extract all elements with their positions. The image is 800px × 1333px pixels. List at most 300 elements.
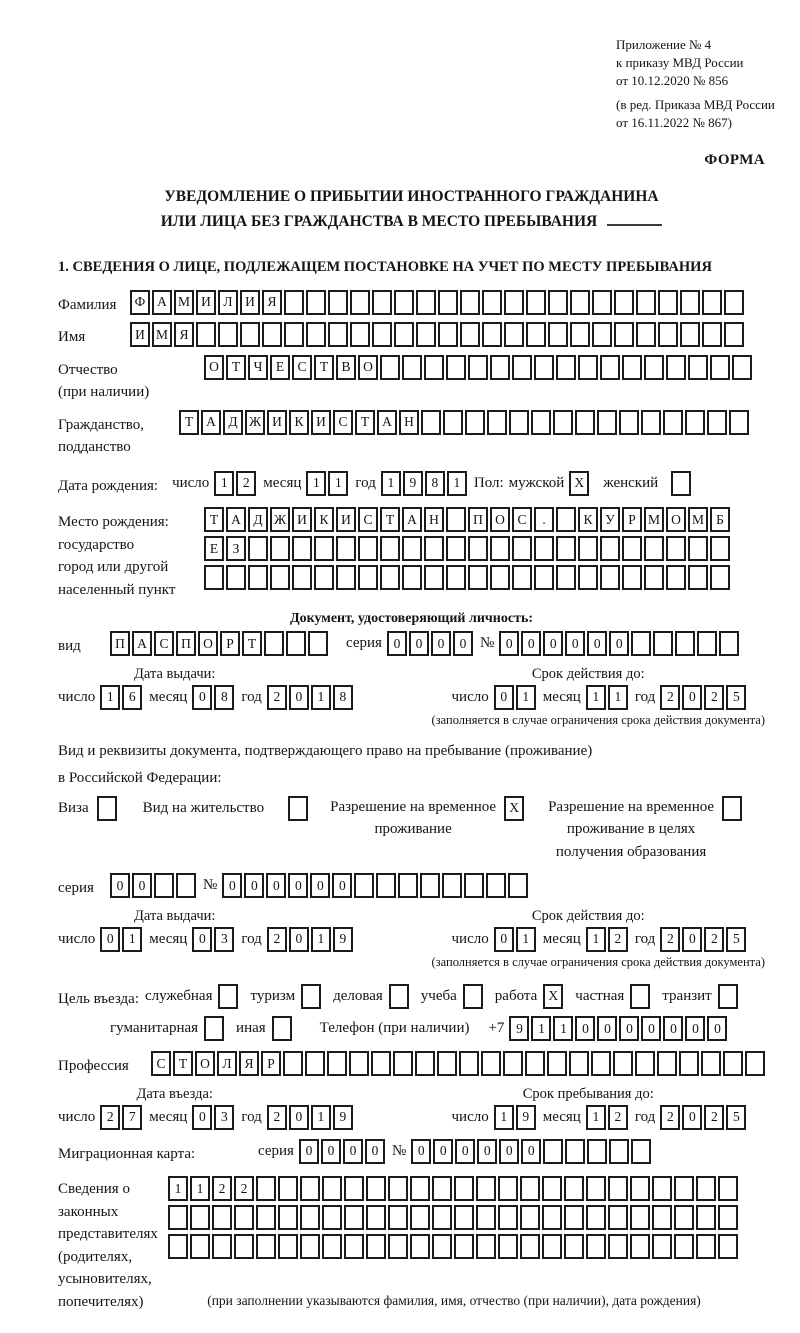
char-cell[interactable]: 1 [553,1016,573,1041]
char-cell[interactable]: 0 [455,1139,475,1164]
char-cell[interactable] [196,322,216,347]
char-cell[interactable] [498,1205,518,1230]
char-cell[interactable] [666,355,686,380]
char-cell[interactable]: Я [262,290,282,315]
char-cell[interactable]: О [358,355,378,380]
char-cell[interactable] [503,1051,523,1076]
char-cell[interactable] [710,536,730,561]
char-cell[interactable] [509,410,529,435]
char-cell[interactable] [366,1205,386,1230]
visa-checkbox[interactable] [97,796,117,821]
char-cell[interactable]: 0 [682,927,702,952]
char-cell[interactable] [619,410,639,435]
char-cell[interactable] [490,355,510,380]
citizenship-cells[interactable] [179,410,751,435]
char-cell[interactable] [688,565,708,590]
char-cell[interactable]: 1 [447,471,467,496]
entry-year-cells[interactable] [267,1105,355,1130]
char-cell[interactable] [402,565,422,590]
char-cell[interactable] [327,1051,347,1076]
char-cell[interactable]: 0 [685,1016,705,1041]
char-cell[interactable]: И [267,410,287,435]
char-cell[interactable] [388,1234,408,1259]
birth-place-cells-1[interactable] [204,507,732,532]
char-cell[interactable] [663,410,683,435]
char-cell[interactable]: 2 [267,685,287,710]
char-cell[interactable] [468,536,488,561]
char-cell[interactable] [354,873,374,898]
char-cell[interactable] [614,322,634,347]
char-cell[interactable]: 2 [704,927,724,952]
identity-number-cells[interactable] [499,631,741,656]
char-cell[interactable]: 0 [100,927,120,952]
char-cell[interactable] [328,290,348,315]
char-cell[interactable]: 0 [299,1139,319,1164]
char-cell[interactable]: М [688,507,708,532]
residence-valid-day-cells[interactable] [494,927,538,952]
char-cell[interactable] [534,565,554,590]
char-cell[interactable]: Л [217,1051,237,1076]
char-cell[interactable] [657,1051,677,1076]
char-cell[interactable]: 0 [192,927,212,952]
char-cell[interactable]: О [204,355,224,380]
char-cell[interactable] [322,1234,342,1259]
char-cell[interactable]: 0 [289,1105,309,1130]
char-cell[interactable]: 0 [477,1139,497,1164]
char-cell[interactable]: 0 [222,873,242,898]
char-cell[interactable]: 1 [122,927,142,952]
char-cell[interactable]: 0 [409,631,429,656]
char-cell[interactable]: М [152,322,172,347]
char-cell[interactable] [710,355,730,380]
char-cell[interactable] [534,536,554,561]
char-cell[interactable] [168,1234,188,1259]
char-cell[interactable] [349,1051,369,1076]
char-cell[interactable]: 0 [289,685,309,710]
char-cell[interactable]: С [292,355,312,380]
char-cell[interactable] [630,1234,650,1259]
char-cell[interactable]: 2 [704,685,724,710]
char-cell[interactable] [556,507,576,532]
purpose-private-checkbox[interactable] [630,984,650,1009]
char-cell[interactable] [498,1234,518,1259]
char-cell[interactable] [586,1205,606,1230]
char-cell[interactable]: 0 [321,1139,341,1164]
char-cell[interactable] [402,355,422,380]
char-cell[interactable] [697,631,717,656]
char-cell[interactable] [284,322,304,347]
char-cell[interactable] [526,322,546,347]
char-cell[interactable]: 5 [726,1105,746,1130]
char-cell[interactable]: . [534,507,554,532]
char-cell[interactable] [350,322,370,347]
char-cell[interactable]: 0 [521,631,541,656]
char-cell[interactable] [366,1176,386,1201]
char-cell[interactable] [520,1176,540,1201]
sex-female-checkbox[interactable] [671,471,691,496]
char-cell[interactable] [336,536,356,561]
char-cell[interactable] [190,1234,210,1259]
char-cell[interactable] [658,322,678,347]
char-cell[interactable]: 1 [328,471,348,496]
char-cell[interactable] [176,873,196,898]
char-cell[interactable]: 8 [425,471,445,496]
char-cell[interactable] [234,1205,254,1230]
char-cell[interactable]: 9 [516,1105,536,1130]
char-cell[interactable] [358,536,378,561]
char-cell[interactable]: 6 [122,685,142,710]
char-cell[interactable]: Т [173,1051,193,1076]
char-cell[interactable] [264,631,284,656]
char-cell[interactable]: 0 [266,873,286,898]
valid-day-cells[interactable] [494,685,538,710]
char-cell[interactable]: О [195,1051,215,1076]
char-cell[interactable] [718,1234,738,1259]
purpose-official-checkbox[interactable] [218,984,238,1009]
char-cell[interactable]: 2 [212,1176,232,1201]
char-cell[interactable]: 1 [190,1176,210,1201]
char-cell[interactable] [476,1234,496,1259]
char-cell[interactable]: 0 [543,631,563,656]
char-cell[interactable]: Д [248,507,268,532]
char-cell[interactable] [597,410,617,435]
char-cell[interactable]: 3 [214,1105,234,1130]
char-cell[interactable] [674,1176,694,1201]
char-cell[interactable]: А [226,507,246,532]
char-cell[interactable] [592,290,612,315]
char-cell[interactable]: 2 [100,1105,120,1130]
char-cell[interactable]: 1 [214,471,234,496]
char-cell[interactable] [542,1176,562,1201]
valid-month-cells[interactable] [586,685,630,710]
char-cell[interactable] [292,536,312,561]
char-cell[interactable] [278,1234,298,1259]
char-cell[interactable] [578,355,598,380]
char-cell[interactable] [398,873,418,898]
char-cell[interactable] [424,565,444,590]
char-cell[interactable] [587,1139,607,1164]
char-cell[interactable]: А [377,410,397,435]
char-cell[interactable] [636,322,656,347]
char-cell[interactable]: 2 [267,1105,287,1130]
char-cell[interactable] [336,565,356,590]
char-cell[interactable] [600,565,620,590]
char-cell[interactable] [688,536,708,561]
residence-issued-year-cells[interactable] [267,927,355,952]
issued-month-cells[interactable] [192,685,236,710]
char-cell[interactable]: 0 [411,1139,431,1164]
char-cell[interactable]: Ч [248,355,268,380]
migration-number-cells[interactable] [411,1139,653,1164]
char-cell[interactable] [446,565,466,590]
char-cell[interactable] [525,1051,545,1076]
purpose-work-checkbox[interactable]: X [543,984,563,1009]
char-cell[interactable]: Н [399,410,419,435]
char-cell[interactable] [556,355,576,380]
char-cell[interactable]: В [336,355,356,380]
char-cell[interactable] [372,322,392,347]
char-cell[interactable] [421,410,441,435]
char-cell[interactable] [543,1139,563,1164]
char-cell[interactable] [424,536,444,561]
char-cell[interactable] [652,1234,672,1259]
char-cell[interactable]: 9 [333,927,353,952]
char-cell[interactable] [344,1176,364,1201]
char-cell[interactable]: 9 [403,471,423,496]
char-cell[interactable]: 1 [516,685,536,710]
char-cell[interactable] [465,410,485,435]
char-cell[interactable] [393,1051,413,1076]
char-cell[interactable] [723,1051,743,1076]
char-cell[interactable] [490,565,510,590]
char-cell[interactable]: 1 [586,927,606,952]
char-cell[interactable]: М [174,290,194,315]
char-cell[interactable]: 0 [110,873,130,898]
char-cell[interactable]: 0 [343,1139,363,1164]
char-cell[interactable] [553,410,573,435]
char-cell[interactable] [344,1234,364,1259]
char-cell[interactable] [702,322,722,347]
char-cell[interactable] [350,290,370,315]
char-cell[interactable] [729,410,749,435]
char-cell[interactable]: 2 [608,927,628,952]
birth-place-cells-3[interactable] [204,565,732,590]
char-cell[interactable]: 7 [122,1105,142,1130]
char-cell[interactable]: У [600,507,620,532]
char-cell[interactable]: И [240,290,260,315]
char-cell[interactable] [454,1205,474,1230]
char-cell[interactable]: 1 [311,1105,331,1130]
char-cell[interactable] [548,290,568,315]
char-cell[interactable]: 1 [311,685,331,710]
char-cell[interactable] [696,1176,716,1201]
surname-cells[interactable] [130,290,746,315]
char-cell[interactable] [556,565,576,590]
char-cell[interactable] [305,1051,325,1076]
char-cell[interactable]: 1 [306,471,326,496]
char-cell[interactable] [278,1205,298,1230]
char-cell[interactable]: К [578,507,598,532]
patronymic-cells[interactable] [204,355,754,380]
purpose-business-checkbox[interactable] [389,984,409,1009]
identity-kind-cells[interactable] [110,631,330,656]
char-cell[interactable]: 0 [575,1016,595,1041]
issued-day-cells[interactable] [100,685,144,710]
char-cell[interactable] [248,536,268,561]
residence-issued-month-cells[interactable] [192,927,236,952]
char-cell[interactable]: 2 [660,1105,680,1130]
char-cell[interactable] [622,565,642,590]
char-cell[interactable] [636,290,656,315]
birth-place-cells-2[interactable] [204,536,732,561]
char-cell[interactable]: О [666,507,686,532]
representatives-cells-1[interactable] [168,1176,740,1201]
char-cell[interactable] [591,1051,611,1076]
char-cell[interactable]: 1 [100,685,120,710]
char-cell[interactable] [674,1205,694,1230]
stay-month-cells[interactable] [586,1105,630,1130]
char-cell[interactable]: Л [218,290,238,315]
char-cell[interactable] [718,1205,738,1230]
char-cell[interactable] [481,1051,501,1076]
char-cell[interactable] [394,290,414,315]
char-cell[interactable]: 0 [663,1016,683,1041]
char-cell[interactable] [608,1234,628,1259]
char-cell[interactable]: 1 [494,1105,514,1130]
char-cell[interactable] [424,355,444,380]
char-cell[interactable] [685,410,705,435]
char-cell[interactable] [666,565,686,590]
char-cell[interactable]: 0 [494,685,514,710]
char-cell[interactable] [680,290,700,315]
char-cell[interactable] [630,1176,650,1201]
char-cell[interactable]: Т [242,631,262,656]
char-cell[interactable]: 0 [453,631,473,656]
char-cell[interactable]: Р [220,631,240,656]
char-cell[interactable] [564,1205,584,1230]
char-cell[interactable]: 0 [192,685,212,710]
char-cell[interactable]: 5 [726,685,746,710]
char-cell[interactable] [702,290,722,315]
char-cell[interactable]: Т [380,507,400,532]
char-cell[interactable] [256,1234,276,1259]
char-cell[interactable]: Т [314,355,334,380]
valid-year-cells[interactable] [660,685,748,710]
char-cell[interactable]: Т [226,355,246,380]
char-cell[interactable] [292,565,312,590]
char-cell[interactable]: 2 [236,471,256,496]
char-cell[interactable]: И [336,507,356,532]
char-cell[interactable] [415,1051,435,1076]
char-cell[interactable] [283,1051,303,1076]
char-cell[interactable] [701,1051,721,1076]
char-cell[interactable]: И [292,507,312,532]
char-cell[interactable]: 1 [586,1105,606,1130]
char-cell[interactable]: А [152,290,172,315]
char-cell[interactable] [460,322,480,347]
birth-year-cells[interactable] [381,471,469,496]
char-cell[interactable] [622,536,642,561]
char-cell[interactable] [622,355,642,380]
entry-month-cells[interactable] [192,1105,236,1130]
char-cell[interactable]: А [402,507,422,532]
char-cell[interactable]: 0 [619,1016,639,1041]
char-cell[interactable]: 0 [431,631,451,656]
char-cell[interactable] [586,1176,606,1201]
char-cell[interactable] [218,322,238,347]
char-cell[interactable] [526,290,546,315]
char-cell[interactable] [459,1051,479,1076]
char-cell[interactable]: Н [424,507,444,532]
char-cell[interactable] [570,290,590,315]
char-cell[interactable] [314,565,334,590]
char-cell[interactable]: 0 [387,631,407,656]
char-cell[interactable] [420,873,440,898]
char-cell[interactable] [653,631,673,656]
char-cell[interactable]: 2 [267,927,287,952]
char-cell[interactable]: Ф [130,290,150,315]
char-cell[interactable] [432,1234,452,1259]
char-cell[interactable] [262,322,282,347]
char-cell[interactable] [652,1205,672,1230]
char-cell[interactable] [504,322,524,347]
char-cell[interactable]: 9 [333,1105,353,1130]
char-cell[interactable]: Е [270,355,290,380]
char-cell[interactable] [443,410,463,435]
char-cell[interactable] [542,1234,562,1259]
stay-day-cells[interactable] [494,1105,538,1130]
char-cell[interactable] [486,873,506,898]
char-cell[interactable] [482,322,502,347]
char-cell[interactable]: 1 [311,927,331,952]
char-cell[interactable]: 8 [214,685,234,710]
char-cell[interactable] [592,322,612,347]
char-cell[interactable] [614,290,634,315]
representatives-cells-3[interactable] [168,1234,740,1259]
char-cell[interactable]: 8 [333,685,353,710]
char-cell[interactable]: С [151,1051,171,1076]
char-cell[interactable]: С [358,507,378,532]
char-cell[interactable]: 0 [597,1016,617,1041]
char-cell[interactable]: 0 [310,873,330,898]
char-cell[interactable]: 0 [244,873,264,898]
char-cell[interactable]: И [130,322,150,347]
char-cell[interactable] [446,355,466,380]
char-cell[interactable] [284,290,304,315]
char-cell[interactable] [482,290,502,315]
char-cell[interactable] [190,1205,210,1230]
sex-male-checkbox[interactable]: X [569,471,589,496]
char-cell[interactable] [570,322,590,347]
char-cell[interactable]: Т [179,410,199,435]
char-cell[interactable] [631,1139,651,1164]
char-cell[interactable]: Ж [270,507,290,532]
char-cell[interactable] [718,1176,738,1201]
char-cell[interactable] [300,1176,320,1201]
char-cell[interactable]: 2 [234,1176,254,1201]
char-cell[interactable] [380,565,400,590]
char-cell[interactable]: О [198,631,218,656]
char-cell[interactable] [504,290,524,315]
char-cell[interactable]: 0 [609,631,629,656]
char-cell[interactable]: З [226,536,246,561]
char-cell[interactable] [548,322,568,347]
char-cell[interactable] [644,565,664,590]
char-cell[interactable] [380,536,400,561]
char-cell[interactable] [256,1176,276,1201]
char-cell[interactable]: 0 [433,1139,453,1164]
char-cell[interactable] [460,290,480,315]
char-cell[interactable]: 2 [608,1105,628,1130]
char-cell[interactable] [322,1205,342,1230]
char-cell[interactable] [564,1234,584,1259]
char-cell[interactable]: 9 [509,1016,529,1041]
char-cell[interactable]: М [644,507,664,532]
char-cell[interactable]: 3 [214,927,234,952]
char-cell[interactable]: П [176,631,196,656]
char-cell[interactable] [376,873,396,898]
char-cell[interactable]: 1 [531,1016,551,1041]
char-cell[interactable] [314,536,334,561]
char-cell[interactable]: 0 [365,1139,385,1164]
char-cell[interactable] [300,1234,320,1259]
char-cell[interactable]: 0 [494,927,514,952]
char-cell[interactable]: 0 [289,927,309,952]
char-cell[interactable] [358,565,378,590]
char-cell[interactable] [270,536,290,561]
purpose-transit-checkbox[interactable] [718,984,738,1009]
char-cell[interactable]: 0 [682,1105,702,1130]
